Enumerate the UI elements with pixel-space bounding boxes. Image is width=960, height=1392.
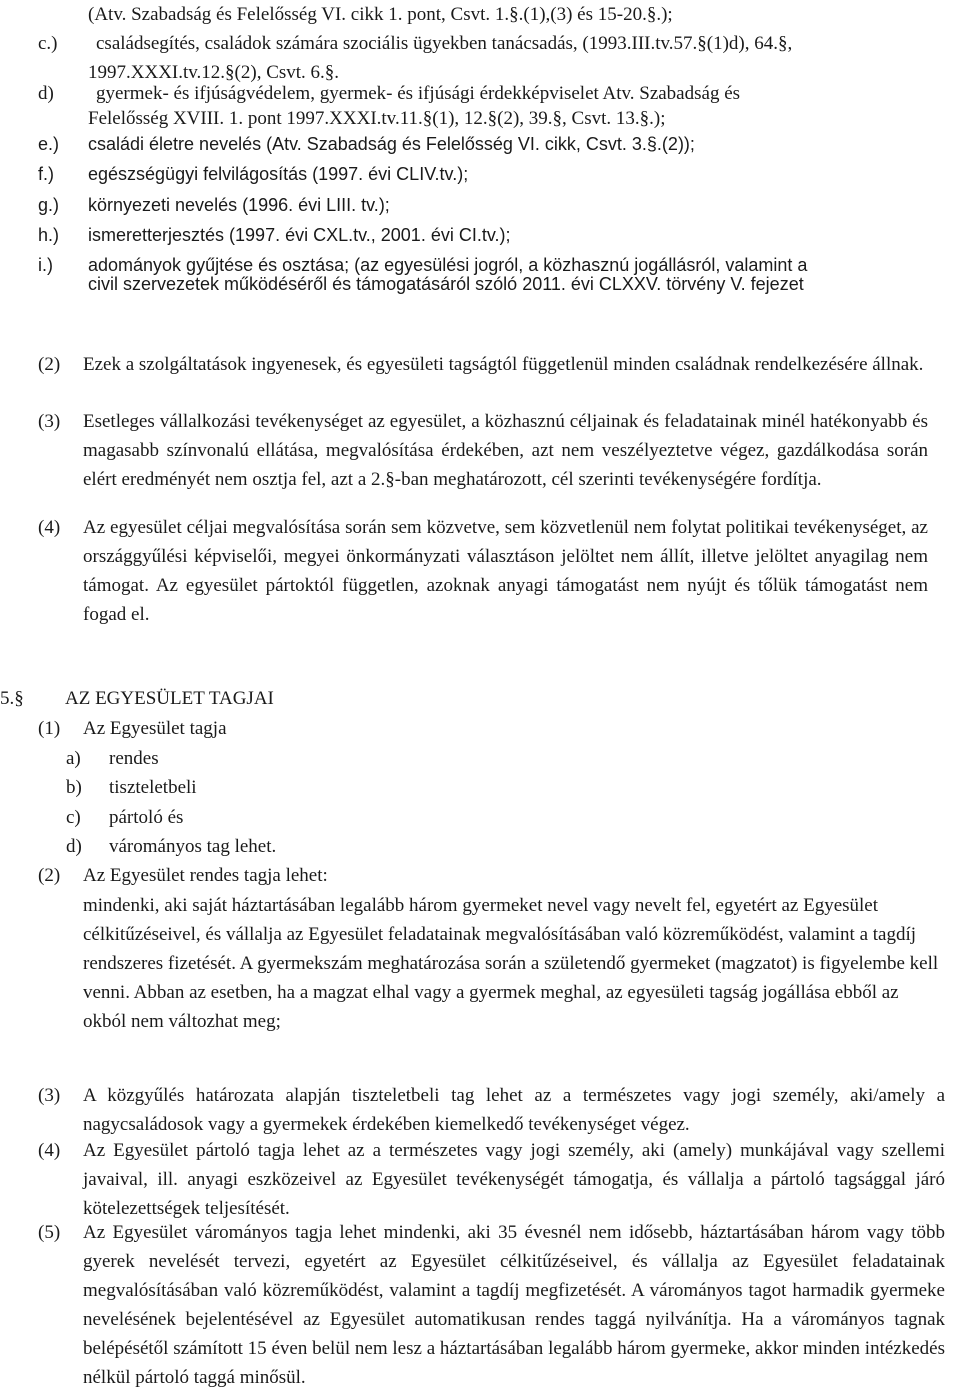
- list-item-text: gyermek- és ifjúságvédelem, gyermek- és ifjúsági érdekképviselet Atv. Szabadság és: [96, 83, 741, 104]
- paragraph-text: Az Egyesület tagja: [83, 718, 227, 739]
- paragraph-text: Az Egyesület pártoló tagja lehet az a természetes vagy jogi személy, aki (amely) munkájával vagy szellemi javaival, ill. anyagi eszközeivel az Egyesület tevékenységét támogatja, és vállalja a pártoló tagsággal járó kötelezettségek teljesítését.: [83, 1140, 945, 1219]
- list-item-text: családi életre nevelés (Atv. Szabadság és Felelősség VI. cikk, Csvt. 3.§.(2));: [88, 134, 695, 154]
- paragraph-number: (4): [38, 517, 61, 538]
- section-title: AZ EGYESÜLET TAGJAI: [65, 688, 274, 709]
- member-type-label: b): [66, 777, 82, 798]
- paragraph-text: Az Egyesület várományos tagja lehet mindenki, aki 35 évesnél nem idősebb, háztartásában három vagy több gyerek nevelését tervezi, egyetért az Egyesület célkitűzéseivel, és vállalja az Egyesület feladatainak megvalósításában való közreműködést, valamint a tagdíj megfizetését. A várományos tagot harmadik gyermeke nevelésének bejelentésével az Egyesület automatikusan rendes taggá nyilvánítja. Ha a várományos tagnak belépésétől számított 15 éven belül nem lesz a háztartásában legalább három gyermeke, akkor minden intézkedés nélkül pártoló taggá minősül.: [83, 1222, 945, 1388]
- member-type-text: rendes: [109, 748, 159, 769]
- paragraph-5-2-body: mindenki, aki saját háztartásában legalább három gyermeket nevel vagy nevelt fel, egyetért az Egyesület célkitűzéseivel, és vállalja az Egyesület feladatainak megvalósításában való közreműködést, valamint a tagdíj rendszeres fizetését. A gyermekszám meghatározása során a születendő gyermeket (magzatot) is figyelembe kell venni. Abban az esetben, ha a magzat elhal vagy a gyermek meghal, az egyesületi tagság jogállása ebből az okból nem változhat meg;: [83, 895, 939, 1032]
- list-item-label: h.): [38, 225, 60, 245]
- list-item-text: ismeretterjesztés (1997. évi CXL.tv., 2001. évi CI.tv.);: [88, 225, 511, 245]
- paragraph-number: (2): [38, 865, 61, 886]
- list-item-text: adományok gyűjtése és osztása; (az egyesülési jogról, a közhasznú jogállásról, valamint a: [88, 255, 808, 275]
- paragraph-text: Az egyesület céljai megvalósítása során sem közvetve, sem közvetlenül nem folytat politikai tevékenységet, az országgyűlési képviselői, megyei önkormányzati választáson jelöltet nem állít, illetve jelöltet anyagilag nem támogat. Az egyesület pártoktól független, azoknak anyagi támogatást nem nyújt és tőlük támogatást nem fogad el.: [83, 517, 928, 625]
- member-type-text: pártoló és: [109, 807, 184, 828]
- list-item-label: d): [38, 83, 54, 104]
- paragraph-number: (5): [38, 1222, 61, 1243]
- list-item-continuation: civil szervezetek működéséről és támogatásáról szóló 2011. évi CLXXV. törvény V. fejezet: [88, 274, 804, 294]
- list-continuation-line: (Atv. Szabadság és Felelősség VI. cikk 1. pont, Csvt. 1.§.(1),(3) és 15-20.§.);: [88, 4, 673, 25]
- list-item-label: i.): [38, 255, 53, 275]
- list-item-continuation: 1997.XXXI.tv.12.§(2), Csvt. 6.§.: [88, 62, 340, 83]
- paragraph-number: (2): [38, 354, 61, 375]
- list-item-label: g.): [38, 195, 60, 215]
- member-type-label: a): [66, 748, 81, 769]
- paragraph-text: Ezek a szolgáltatások ingyenesek, és egyesületi tagságtól függetlenül minden családnak rendelkezésére állnak.: [83, 354, 924, 375]
- paragraph-number: (3): [38, 411, 61, 432]
- list-item-label: f.): [38, 164, 54, 184]
- member-type-label: c): [66, 807, 81, 828]
- member-type-text: tiszteletbeli: [109, 777, 197, 798]
- list-item-continuation: Felelősség XVIII. 1. pont 1997.XXXI.tv.11.§(1), 12.§(2), 39.§, Csvt. 13.§.);: [88, 108, 666, 129]
- paragraph-number: (3): [38, 1085, 61, 1106]
- list-item-label: e.): [38, 134, 60, 154]
- list-item-text: egészségügyi felvilágosítás (1997. évi CLIV.tv.);: [88, 164, 469, 184]
- list-item-text: környezeti nevelés (1996. évi LIII. tv.);: [88, 195, 390, 215]
- paragraph-number: (4): [38, 1140, 61, 1161]
- list-item-label: c.): [38, 33, 58, 54]
- member-type-label: d): [66, 836, 82, 857]
- paragraph-text: Esetleges vállalkozási tevékenységet az egyesület, a közhasznú céljainak és feladatainak minél hatékonyabb és magasabb színvonalú ellátása, megvalósítása érdekében, azt nem veszélyeztetve végez, gazdálkodása során elért eredményét nem osztja fel, azt a 2.§-ban meghatározott, cél szerinti tevékenységére fordítja.: [83, 411, 928, 490]
- list-item-text: családsegítés, családok számára szociális ügyekben tanácsadás, (1993.III.tv.57.§(1)d), 64.§,: [96, 33, 793, 54]
- member-type-text: várományos tag lehet.: [109, 836, 277, 857]
- paragraph-number: (1): [38, 718, 61, 739]
- section-number: 5.§: [0, 688, 24, 709]
- paragraph-text: A közgyűlés határozata alapján tiszteletbeli tag lehet az a természetes vagy jogi személy, aki/amely a nagycsaládosok vagy a gyermekek érdekében kiemelkedő tevékenységet végez.: [83, 1085, 945, 1135]
- paragraph-text: Az Egyesület rendes tagja lehet:: [83, 865, 328, 886]
